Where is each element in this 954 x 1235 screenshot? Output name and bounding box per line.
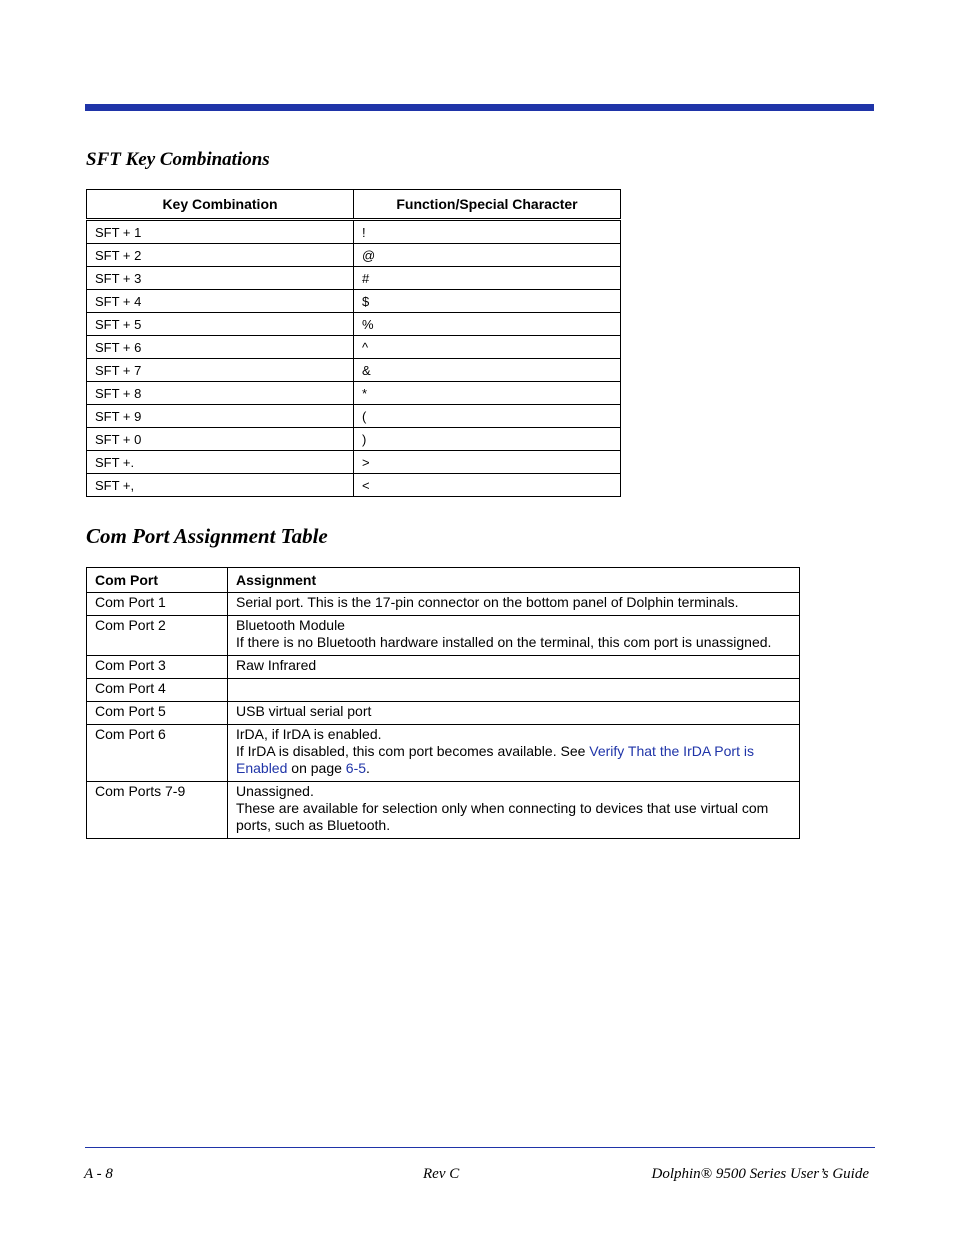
key-combination-cell: SFT + 9: [87, 405, 354, 428]
page-link[interactable]: 6-5: [345, 760, 367, 776]
function-cell: @: [354, 244, 621, 267]
reference-text: If IrDA is disabled, this com port becomes available. See: [236, 743, 590, 759]
key-combination-cell: SFT + 8: [87, 382, 354, 405]
assignment-line: Unassigned.: [236, 783, 314, 799]
key-combination-cell: SFT +,: [87, 474, 354, 497]
assignment-line: If there is no Bluetooth hardware installed on the terminal, this com port is unassigned.: [236, 634, 772, 650]
table-row: [87, 451, 621, 474]
function-cell: (: [354, 405, 621, 428]
function-cell: ): [354, 428, 621, 451]
table-row: [87, 244, 621, 267]
assignment-cell: [228, 702, 800, 725]
reference-text: .: [366, 760, 370, 776]
table-row: [87, 290, 621, 313]
assignment-line: Raw Infrared: [236, 657, 317, 673]
function-cell: <: [354, 474, 621, 497]
com-port-cell: Com Port 3: [87, 656, 228, 679]
column-header-com-port: Com Port: [87, 568, 228, 593]
revision-label: Rev C: [423, 1166, 460, 1182]
table-row: [87, 725, 800, 782]
assignment-line: IrDA, if IrDA is enabled.: [236, 726, 382, 742]
table-row: [87, 593, 800, 616]
function-cell: *: [354, 382, 621, 405]
table-row: [87, 359, 621, 382]
assignment-line: USB virtual serial port: [236, 703, 372, 719]
com-port-cell: Com Port 1: [87, 593, 228, 616]
table-row: [87, 616, 800, 656]
table-row: [87, 782, 800, 839]
table-header-row: [87, 190, 621, 220]
table-row: [87, 679, 800, 702]
table-row: [87, 382, 621, 405]
function-cell: >: [354, 451, 621, 474]
key-combination-cell: SFT + 0: [87, 428, 354, 451]
function-cell: $: [354, 290, 621, 313]
assignment-cell: [228, 679, 800, 702]
table-row: [87, 405, 621, 428]
key-combination-cell: SFT + 5: [87, 313, 354, 336]
table-row: [87, 220, 621, 244]
column-header-assignment: Assignment: [228, 568, 800, 593]
assignment-cell: [228, 593, 800, 616]
table-row: [87, 428, 621, 451]
table-row: [87, 336, 621, 359]
table-row: [87, 267, 621, 290]
assignment-cell: [228, 782, 800, 839]
com-port-cell: Com Port 4: [87, 679, 228, 702]
table-row: [87, 313, 621, 336]
column-header-function: Function/Special Character: [354, 190, 621, 220]
com-section-title: Com Port Assignment Table: [86, 524, 328, 548]
assignment-cell: [228, 725, 800, 782]
footer-rule: [85, 1147, 875, 1148]
function-cell: &: [354, 359, 621, 382]
column-header-key-combination: Key Combination: [87, 190, 354, 220]
key-combination-cell: SFT + 1: [87, 220, 354, 244]
table-header-row: [87, 568, 800, 593]
key-combination-cell: SFT + 7: [87, 359, 354, 382]
com-port-cell: Com Port 5: [87, 702, 228, 725]
sft-section-title: SFT Key Combinations: [86, 149, 270, 170]
com-port-table: [86, 567, 800, 839]
com-port-cell: Com Port 2: [87, 616, 228, 656]
assignment-cell: [228, 616, 800, 656]
assignment-line: Serial port. This is the 17-pin connector on the bottom panel of Dolphin terminals.: [236, 594, 739, 610]
key-combination-cell: SFT +.: [87, 451, 354, 474]
section-link[interactable]: Verify That the IrDA Port is Enabled: [236, 743, 754, 776]
table-row: [87, 702, 800, 725]
assignment-cell: [228, 656, 800, 679]
function-cell: !: [354, 220, 621, 244]
function-cell: %: [354, 313, 621, 336]
table-row: [87, 656, 800, 679]
key-combination-cell: SFT + 3: [87, 267, 354, 290]
com-port-cell: Com Port 6: [87, 725, 228, 782]
key-combination-cell: SFT + 6: [87, 336, 354, 359]
table-row: [87, 474, 621, 497]
key-combination-cell: SFT + 4: [87, 290, 354, 313]
com-port-cell: Com Ports 7-9: [87, 782, 228, 839]
assignment-line: These are available for selection only when connecting to devices that use virtual com ports, such as Bluetooth.: [236, 800, 769, 833]
assignment-line: Bluetooth Module: [236, 617, 345, 633]
sft-key-table: [86, 189, 621, 497]
page-number: A - 8: [84, 1166, 113, 1182]
key-combination-cell: SFT + 2: [87, 244, 354, 267]
function-cell: ^: [354, 336, 621, 359]
function-cell: #: [354, 267, 621, 290]
reference-text: on page: [287, 760, 346, 776]
cross-reference-line: [236, 743, 791, 777]
header-rule: [85, 104, 874, 111]
document-title: Dolphin® 9500 Series User’s Guide: [651, 1166, 869, 1182]
